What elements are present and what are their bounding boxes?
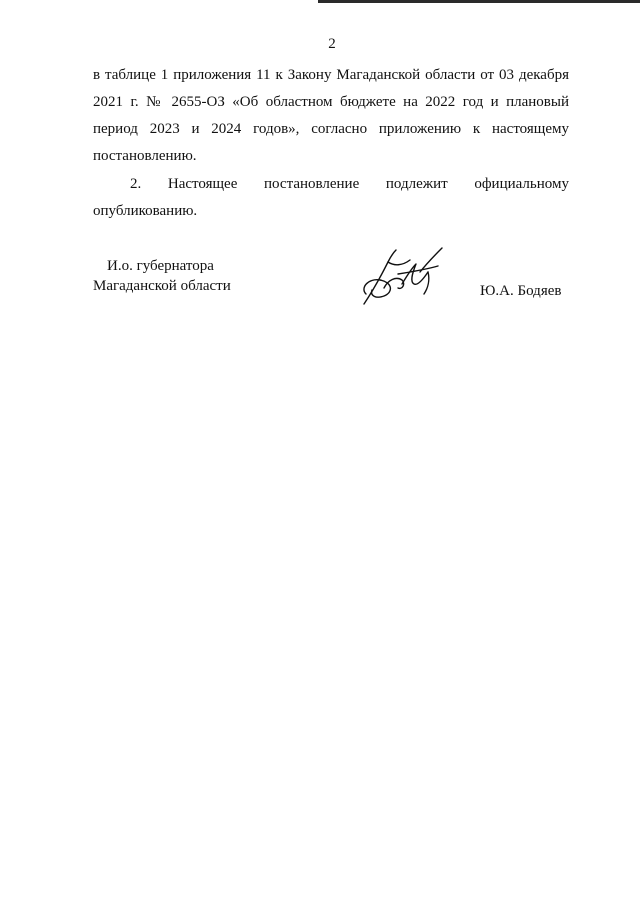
paragraph-2-line-1-text: 2. Настоящее постановление подлежит официальному <box>130 176 569 192</box>
scan-edge-line <box>318 0 640 3</box>
paragraph-1-line-2-text: 2021 г. № 2655-ОЗ «Об областном бюджете на 2022 год и плановый <box>93 94 569 110</box>
signatory-position: И.о. губернатора <box>107 258 214 274</box>
paragraph-1 <box>93 62 569 170</box>
paragraph-2-line-1 <box>93 171 569 198</box>
paragraph-2-line-2 <box>93 198 569 225</box>
paragraph-1-line-3-text: период 2023 и 2024 годов», согласно приложению к настоящему <box>93 121 569 137</box>
signatory-region: Магаданской области <box>93 278 231 294</box>
signatory-name: Ю.А. Бодяев <box>480 283 562 299</box>
paragraph-1-line-3 <box>93 116 569 143</box>
page-number: 2 <box>328 36 336 52</box>
paragraph-1-line-1 <box>93 62 569 89</box>
paragraph-1-line-4-text: постановлению. <box>93 148 197 164</box>
paragraph-1-line-1-text: в таблице 1 приложения 11 к Закону Магаданской области от 03 декабря <box>93 67 569 83</box>
paragraph-1-line-4 <box>93 143 569 170</box>
handwritten-signature-icon <box>358 244 450 312</box>
paragraph-2-line-2-text: опубликованию. <box>93 203 198 219</box>
paragraph-1-line-2 <box>93 89 569 116</box>
signatory-title <box>93 256 231 296</box>
paragraph-2 <box>93 171 569 225</box>
